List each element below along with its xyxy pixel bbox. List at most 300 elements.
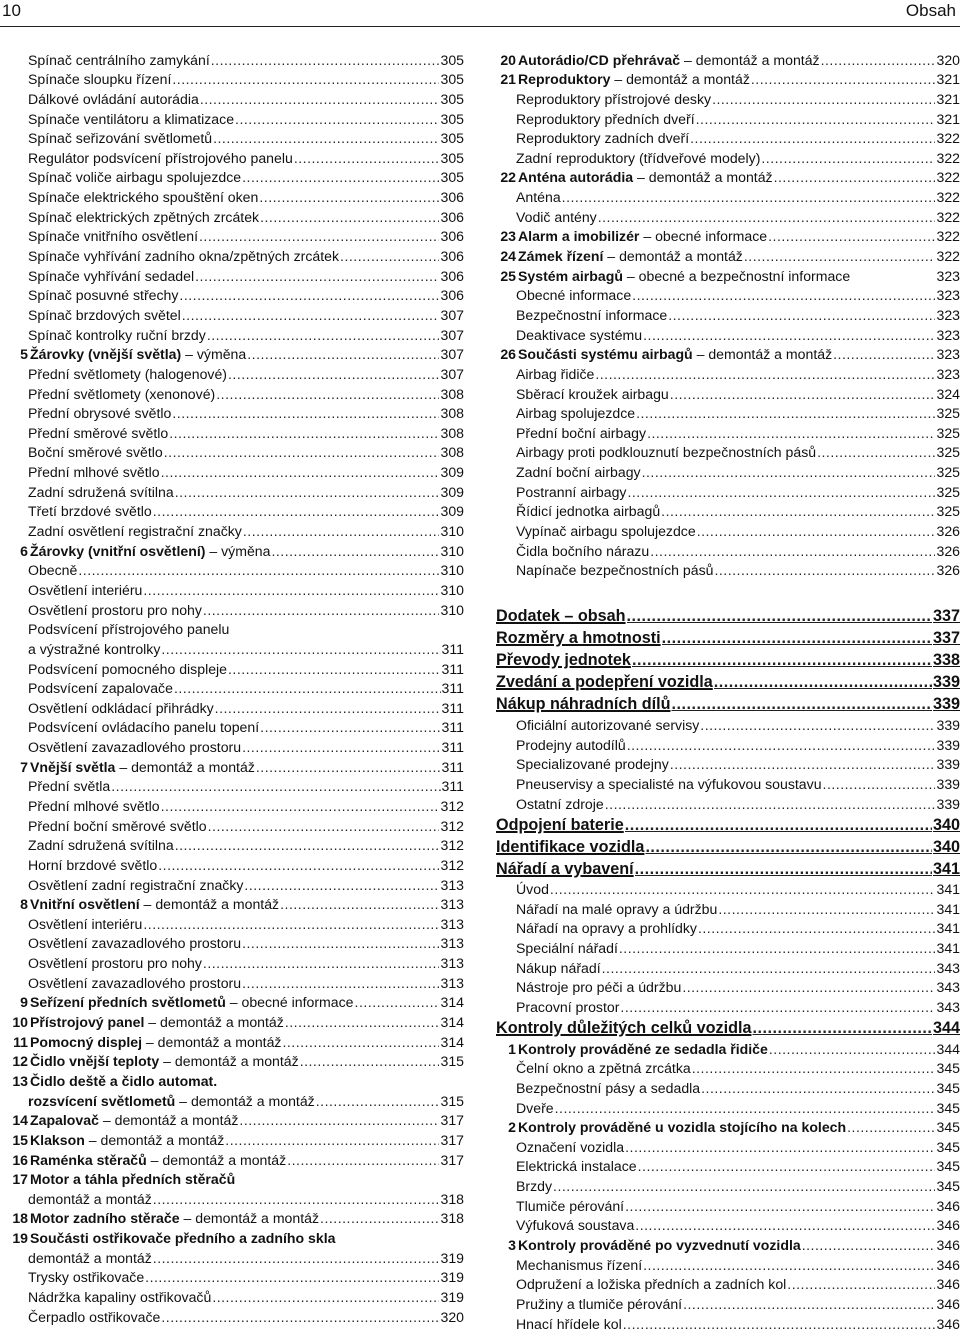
toc-entry-title: Obecně	[28, 562, 78, 579]
toc-entry-title: Osvětlení interiéru	[28, 581, 143, 598]
dot-leader	[280, 895, 439, 914]
toc-entry	[496, 50, 960, 70]
toc-entry-text	[8, 1288, 211, 1307]
toc-entry-text	[8, 699, 214, 718]
toc-chapter-number: 5	[20, 346, 28, 363]
toc-entry	[8, 737, 464, 757]
dot-leader	[203, 954, 440, 973]
dot-leader	[847, 1118, 935, 1137]
toc-entry-bold: Klakson	[30, 1131, 85, 1148]
toc-entry-text	[8, 974, 241, 993]
dot-leader	[179, 286, 439, 305]
toc-page-number: 319	[440, 1289, 464, 1305]
toc-page-number: 326	[936, 542, 960, 559]
dot-leader	[320, 1209, 439, 1228]
toc-page-number: 317	[440, 1151, 464, 1168]
toc-entry-text	[496, 542, 649, 561]
toc-entry-text	[30, 1170, 235, 1189]
toc-entry-title: Osvětlení odkládací přihrádky	[28, 699, 214, 716]
toc-entry-text	[8, 777, 110, 796]
toc-entry	[8, 1130, 464, 1150]
dot-leader	[164, 443, 440, 462]
toc-page-number: 306	[440, 208, 464, 225]
toc-entry-title: Oficiální autorizované servisy	[516, 716, 700, 733]
toc-page-number: 322	[936, 169, 960, 186]
dot-leader	[620, 998, 935, 1017]
toc-entry-title: Přední boční směrové světlo	[28, 817, 207, 834]
toc-page-number: 325	[936, 424, 960, 441]
toc-entry	[496, 462, 960, 482]
toc-chapter-number: 17	[12, 1171, 28, 1188]
dot-leader	[242, 974, 439, 993]
toc-entry-title: Čidla bočního nárazu	[516, 542, 650, 559]
toc-entry-title: obecné informace	[241, 994, 354, 1011]
dot-leader	[787, 1275, 935, 1294]
toc-entry-title: Pracovní prostor	[516, 998, 620, 1015]
toc-entry-text: Motor zadního stěrače – demontáž a montáž	[30, 1210, 320, 1227]
dot-leader	[260, 718, 440, 737]
toc-entry-text: Zámek řízení – demontáž a montáž	[518, 248, 743, 265]
dot-leader	[595, 365, 935, 384]
dot-leader	[195, 267, 439, 286]
toc-entry-title: Nářadí na opravy a prohlídky	[516, 920, 697, 937]
toc-entry-title: Přední boční airbagy	[516, 424, 647, 441]
toc-entry	[8, 109, 464, 129]
toc-entry-bold: Autorádio/CD přehrávač	[518, 51, 681, 68]
toc-page-number: 346	[936, 1197, 960, 1214]
toc-entry-title: Třetí brzdové světlo	[28, 503, 152, 520]
toc-entry	[8, 266, 464, 286]
toc-entry	[8, 1150, 464, 1170]
toc-entry	[496, 1176, 960, 1196]
toc-entry-text	[8, 836, 174, 855]
dot-leader	[714, 561, 935, 580]
toc-entry-text	[8, 660, 227, 679]
toc-entry	[496, 561, 960, 581]
toc-page-number: 339	[936, 795, 960, 812]
toc-chapter-number: 12	[12, 1053, 28, 1070]
toc-entry	[8, 561, 464, 581]
toc-entry-bold: Čidlo vnější teploty	[30, 1053, 160, 1070]
toc-entry-text	[496, 385, 669, 404]
toc-entry-text	[496, 1157, 637, 1176]
toc-entry-text	[8, 286, 178, 305]
toc-entry-text: Seřízení předních světlometů – obecné informace	[30, 994, 354, 1011]
toc-chapter-number: 15	[12, 1131, 28, 1148]
dot-leader	[555, 1099, 936, 1118]
toc-entry-text	[496, 286, 631, 305]
toc-entry-title: Osvětlení prostoru pro nohy	[28, 601, 202, 618]
toc-entry-title: demontáž a montáž	[190, 1092, 315, 1109]
toc-chapter-number: 26	[500, 346, 516, 363]
toc-page-number: 319	[440, 1249, 464, 1266]
toc-entry-text: Žárovky (vnitřní osvětlení) – výměna	[30, 542, 271, 559]
dot-leader	[228, 660, 441, 679]
toc-page-number: 307	[440, 306, 464, 323]
dot-leader	[158, 856, 439, 875]
toc-page-number: 337	[932, 629, 960, 648]
toc-entry-bold: Žárovky (vnitřní osvětlení)	[30, 542, 206, 559]
toc-entry-text	[8, 679, 173, 698]
toc-page-number: 325	[936, 444, 960, 461]
toc-entry-text: Alarm a imobilizér – obecné informace	[518, 228, 768, 245]
toc-entry-title: Tlumiče pérování	[516, 1197, 625, 1214]
toc-entry-text	[8, 306, 181, 325]
dot-leader	[662, 628, 932, 649]
toc-entry	[496, 89, 960, 109]
toc-entry-text	[8, 208, 259, 227]
toc-entry	[8, 1307, 464, 1327]
toc-entry	[8, 855, 464, 875]
toc-entry-title: Označení vozidla	[516, 1138, 625, 1155]
dot-leader	[553, 1177, 935, 1196]
dot-leader	[239, 1111, 439, 1130]
toc-entry	[496, 1314, 960, 1334]
toc-entry	[496, 1216, 960, 1236]
toc-entry	[496, 502, 960, 522]
toc-entry	[8, 1209, 464, 1229]
toc-page-number: 320	[936, 51, 960, 68]
dot-leader	[161, 797, 440, 816]
toc-entry-text: Žárovky (vnější světla) – výměna	[30, 346, 247, 363]
toc-heading	[496, 836, 960, 858]
toc-entry	[496, 305, 960, 325]
toc-heading	[496, 858, 960, 880]
toc-entry	[8, 187, 464, 207]
toc-page-number: 346	[936, 1276, 960, 1293]
toc-page-number: 341	[936, 881, 960, 898]
toc-page-number: 341	[936, 900, 960, 917]
toc-entry-title: Přední světla	[28, 778, 111, 795]
dot-leader	[635, 1216, 935, 1235]
toc-entry-title: Obecné informace	[516, 287, 632, 304]
toc-page-number: 323	[936, 267, 960, 284]
toc-entry	[8, 227, 464, 247]
toc-entry-title: Spínače ventilátoru a klimatizace	[28, 110, 235, 127]
toc-entry	[496, 1275, 960, 1295]
toc-entry-title: Reproduktory přístrojové desky	[516, 90, 712, 107]
toc-entry	[8, 895, 464, 915]
dot-leader	[701, 1079, 935, 1098]
toc-entry	[8, 1248, 464, 1268]
toc-entry-title: Horní brzdové světlo	[28, 856, 158, 873]
toc-entry-text: Raménka stěračů – demontáž a montáž	[30, 1151, 287, 1168]
toc-page-number: 310	[440, 523, 464, 540]
toc-entry-title: Sběrací kroužek airbagu	[516, 385, 669, 402]
toc-entry	[496, 168, 960, 188]
toc-entry	[496, 1059, 960, 1079]
toc-page-number: 311	[441, 680, 464, 697]
toc-entry	[496, 404, 960, 424]
toc-entry-text	[8, 817, 207, 836]
toc-page-number: 305	[440, 130, 464, 147]
dot-leader	[172, 70, 439, 89]
toc-heading-title: Rozměry a hmotnosti	[496, 629, 661, 648]
toc-entry	[496, 997, 960, 1017]
toc-entry-bold: Seřízení předních světlometů	[30, 994, 226, 1011]
toc-entry-text	[496, 716, 699, 735]
toc-entry-text	[8, 601, 202, 620]
dot-leader	[661, 502, 935, 521]
toc-page-number: 310	[440, 581, 464, 598]
toc-entry-text	[496, 365, 594, 384]
toc-right-top	[496, 50, 960, 580]
toc-entry-text	[496, 795, 604, 814]
dot-leader	[300, 1052, 440, 1071]
toc-entry	[496, 880, 960, 900]
toc-entry	[8, 1170, 464, 1190]
toc-page-number: 343	[936, 959, 960, 976]
toc-entry-text: Zapalovač – demontáž a montáž	[30, 1112, 239, 1129]
toc-entry-title: demontáž a montáž	[708, 346, 833, 363]
dot-leader	[769, 1040, 936, 1059]
dot-leader	[550, 880, 936, 899]
toc-entry-title: Osvětlení zavazadlového prostoru	[28, 974, 242, 991]
toc-entry	[8, 1052, 464, 1072]
dot-leader	[619, 939, 936, 958]
toc-entry-text	[8, 718, 259, 737]
toc-entry-text	[496, 1177, 552, 1196]
toc-entry	[8, 1228, 464, 1248]
toc-page-number: 312	[440, 837, 464, 854]
toc-entry	[8, 757, 464, 777]
dot-leader	[256, 758, 441, 777]
toc-entry	[496, 246, 960, 266]
toc-heading-title: Nářadí a vybavení	[496, 859, 634, 878]
toc-page-number: 345	[936, 1138, 960, 1155]
toc-page-number: 311	[441, 778, 464, 795]
toc-heading	[496, 649, 960, 671]
toc-entry	[8, 1287, 464, 1307]
toc-entry-title: Výfuková soustava	[516, 1217, 635, 1234]
toc-entry-title: Nákup nářadí	[516, 959, 601, 976]
dot-leader	[182, 306, 440, 325]
toc-entry-title: demontáž a montáž	[626, 71, 750, 88]
toc-entry	[8, 246, 464, 266]
toc-chapter-number: 18	[12, 1210, 28, 1227]
toc-chapter-number: 25	[500, 267, 516, 284]
toc-entry-title: Čerpadlo ostřikovače	[28, 1308, 161, 1325]
toc-entry-text	[8, 129, 212, 148]
dot-leader	[712, 90, 935, 109]
dot-leader	[623, 1315, 936, 1334]
dot-leader	[761, 149, 935, 168]
toc-entry-text	[8, 797, 160, 816]
toc-entry-text	[496, 502, 660, 521]
toc-entry	[8, 718, 464, 738]
toc-entry-title: Přední světlomety (halogenové)	[28, 365, 227, 382]
dot-leader	[316, 1092, 440, 1111]
dot-leader	[562, 188, 936, 207]
toc-heading-title: Kontroly důležitých celků vozidla	[496, 1018, 752, 1037]
toc-page-number: 311	[441, 640, 464, 657]
toc-entry-title: Podsvícení ovládacího panelu topení	[28, 719, 260, 736]
toc-entry-text	[496, 110, 695, 129]
toc-entry-text: Anténa autorádia – demontáž a montáž	[518, 169, 773, 186]
dot-leader	[78, 561, 439, 580]
dot-leader	[200, 90, 440, 109]
toc-entry-title: Spínače elektrického spouštění oken	[28, 189, 259, 206]
toc-page-number: 325	[936, 405, 960, 422]
toc-entry-title: Ostatní zdroje	[516, 795, 604, 812]
toc-entry	[496, 755, 960, 775]
dot-leader	[643, 326, 935, 345]
toc-entry-title: Osvětlení interiéru	[28, 915, 143, 932]
toc-entry-text	[8, 90, 199, 109]
toc-entry	[496, 541, 960, 561]
toc-entry	[8, 953, 464, 973]
toc-entry	[496, 735, 960, 755]
toc-entry-text	[496, 149, 760, 168]
dot-leader	[645, 837, 932, 858]
toc-entry-title: Přední směrové světlo	[28, 424, 169, 441]
toc-page-number: 341	[936, 920, 960, 937]
toc-entry-bold: Kontroly prováděné ze sedadla řidiče	[518, 1040, 768, 1057]
toc-entry-title: Pružiny a tlumiče pérování	[516, 1295, 683, 1312]
toc-entry-text: rozsvícení světlometů – demontáž a montáž	[28, 1092, 315, 1109]
toc-page-number: 344	[936, 1040, 960, 1057]
toc-page-number: 314	[440, 994, 464, 1011]
dot-leader	[714, 672, 932, 693]
toc-chapter-number: 2	[508, 1119, 516, 1136]
toc-page-number: 307	[440, 326, 464, 343]
toc-page-number: 311	[441, 739, 464, 756]
toc-entry-title: Spínač voliče airbagu spolujezdce	[28, 169, 242, 186]
toc-entry-text	[8, 934, 241, 953]
dot-leader	[161, 1308, 439, 1327]
dot-leader	[668, 306, 935, 325]
toc-entry-text	[496, 775, 822, 794]
toc-page-number: 322	[936, 130, 960, 147]
toc-entry-text: Systém airbagů – obecné a bezpečnostní informace	[518, 267, 851, 284]
toc-page-number: 346	[936, 1217, 960, 1234]
toc-entry-text	[8, 620, 229, 639]
toc-entry-text	[496, 463, 641, 482]
dot-leader	[259, 188, 439, 207]
toc-entry-text	[8, 365, 227, 384]
dot-leader	[625, 815, 932, 836]
toc-entry	[496, 70, 960, 90]
toc-entry-title: Deaktivace systému	[516, 326, 643, 343]
toc-entry	[8, 345, 464, 365]
toc-entry	[496, 958, 960, 978]
toc-entry	[8, 875, 464, 895]
toc-chapter-number: 11	[13, 1033, 28, 1050]
toc-entry-title: Vypínač airbagu spolujezdce	[516, 523, 696, 540]
dot-leader	[244, 876, 439, 895]
toc-entry	[8, 1091, 464, 1111]
toc-entry-title: Nádržka kapaliny ostřikovačů	[28, 1289, 212, 1305]
toc-entry	[496, 227, 960, 247]
page-number: 10	[2, 1, 21, 20]
toc-heading-title: Identifikace vozidla	[496, 837, 645, 856]
toc-entry	[8, 620, 464, 640]
toc-entry-bold: Motor zadního stěrače	[30, 1210, 180, 1227]
toc-entry	[496, 978, 960, 998]
dot-leader	[671, 694, 932, 715]
toc-page-number: 310	[440, 601, 464, 618]
toc-page-number: 325	[936, 464, 960, 481]
toc-left-column	[8, 50, 464, 1327]
toc-entry	[496, 482, 960, 502]
toc-entry-title: Mechanismus řízení	[516, 1256, 643, 1273]
toc-chapter-number: 24	[500, 248, 516, 265]
dot-leader	[823, 775, 936, 794]
toc-entry	[496, 521, 960, 541]
toc-page-number: 323	[936, 346, 960, 363]
toc-entry-title: demontáž a montáž	[160, 1014, 284, 1031]
toc-entry	[8, 305, 464, 325]
toc-entry-text	[8, 502, 152, 521]
toc-entry-title: Airbagy proti podklouznutí bezpečnostních pásů	[516, 444, 817, 461]
toc-entry-text	[8, 738, 241, 757]
toc-page-number: 306	[440, 228, 464, 245]
toc-entry-title: demontáž a montáž	[619, 248, 743, 265]
toc-chapter-number: 20	[500, 51, 516, 68]
toc-entry-bold: Součásti ostřikovače předního a zadního skla	[30, 1230, 336, 1247]
toc-entry-text: Vnitřní osvětlení – demontáž a montáž	[30, 896, 280, 913]
toc-entry-text	[8, 149, 293, 168]
toc-entry-text	[8, 483, 174, 502]
toc-page-number: 313	[440, 896, 464, 913]
toc-heading-title: Dodatek – obsah	[496, 607, 626, 626]
toc-entry-bold: Žárovky (vnější světla)	[30, 346, 182, 363]
toc-entry-text	[496, 1315, 622, 1334]
toc-entry-text	[496, 326, 642, 345]
toc-entry	[8, 1189, 464, 1209]
dot-leader	[174, 679, 441, 698]
toc-entry	[496, 148, 960, 168]
toc-page-number: 345	[936, 1099, 960, 1116]
toc-page-number: 318	[440, 1190, 464, 1207]
toc-entry-text	[8, 188, 258, 207]
toc-entry	[496, 899, 960, 919]
toc-entry-text	[8, 424, 168, 443]
toc-entry-text	[8, 1249, 152, 1268]
toc-page-number: 319	[440, 1269, 464, 1286]
toc-page-number: 322	[936, 208, 960, 225]
toc-page-number: 341	[936, 940, 960, 957]
toc-entry	[8, 816, 464, 836]
toc-entry	[8, 639, 464, 659]
toc-entry-text: Přístrojový panel – demontáž a montáž	[30, 1014, 284, 1031]
toc-entry-bold: Alarm a imobilizér	[518, 228, 640, 245]
toc-entry-title: demontáž a montáž	[695, 51, 820, 68]
toc-page-number: 313	[440, 935, 464, 952]
toc-chapter-number: 21	[500, 71, 516, 88]
toc-page-number: 323	[936, 326, 960, 343]
toc-page-number: 323	[936, 365, 960, 382]
toc-entry-title: Airbag řidiče	[516, 365, 595, 382]
toc-page-number: 312	[440, 797, 464, 814]
toc-entry-title: Trysky ostřikovače	[28, 1269, 145, 1286]
toc-entry-text: Čidlo vnější teploty – demontáž a montáž	[30, 1053, 299, 1070]
toc-entry-title: Dveře	[516, 1099, 554, 1116]
dot-leader	[282, 1033, 439, 1052]
toc-heading	[496, 693, 960, 715]
toc-page-number: 339	[936, 716, 960, 733]
toc-page-number: 321	[936, 71, 960, 88]
toc-entry	[8, 973, 464, 993]
toc-entry-bold: Anténa autorádia	[518, 169, 634, 186]
toc-entry-text	[8, 168, 241, 187]
toc-page-number: 308	[440, 444, 464, 461]
toc-page-number: 322	[936, 248, 960, 265]
toc-chapter-number: 8	[20, 896, 28, 913]
toc-page-number: 343	[936, 979, 960, 996]
toc-entry-text: Reproduktory – demontáž a montáž	[518, 71, 750, 88]
toc-entry-bold: Čidlo deště a čidlo automat.	[30, 1072, 218, 1089]
